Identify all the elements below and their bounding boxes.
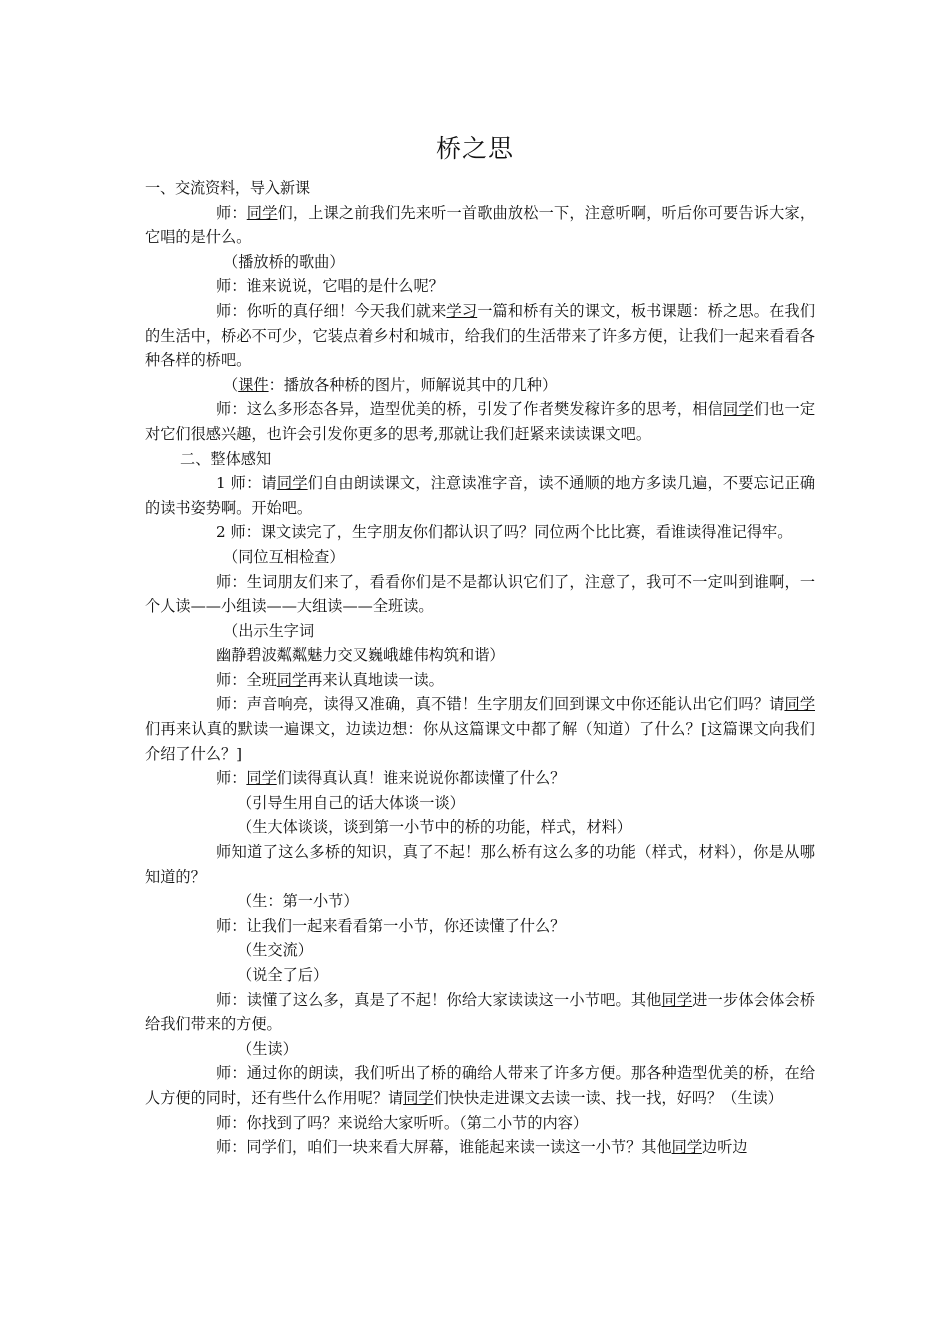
paragraph-text: 师：全班 bbox=[216, 670, 277, 689]
underlined-term: 同学 bbox=[723, 400, 754, 419]
paragraph bbox=[145, 397, 815, 446]
document-body bbox=[145, 176, 815, 1160]
paragraph-text: 们也一定对它们很感兴趣，也许会引发你更多的思考,那就让我们赶紧来读读课文吧。 bbox=[145, 400, 816, 443]
paragraph-text: （生读） bbox=[237, 1039, 298, 1058]
paragraph bbox=[145, 619, 815, 644]
paragraph-text: 师：通过你的朗读，我们听出了桥的确给人带来了许多方便。那各种造型优美的桥，在给人方便的同时，还有些什么作用呢？请 bbox=[145, 1064, 815, 1107]
paragraph bbox=[145, 176, 815, 201]
paragraph bbox=[145, 643, 815, 668]
paragraph-text: 师：同学们，咱们一块来看大屏幕，谁能起来读一读这一小节？其他 bbox=[216, 1138, 672, 1157]
paragraph-text: （生：第一小节） bbox=[237, 892, 359, 911]
paragraph bbox=[145, 766, 815, 791]
paragraph bbox=[145, 299, 815, 373]
underlined-term: 同学 bbox=[246, 203, 278, 222]
paragraph bbox=[145, 815, 815, 840]
paragraph-text: ：播放各种桥的图片，师解说其中的几种） bbox=[268, 375, 558, 394]
paragraph bbox=[145, 471, 815, 520]
paragraph-text: 师：让我们一起来看看第一小节，你还读懂了什么？ bbox=[216, 916, 566, 935]
paragraph-text: 们读得真认真！谁来说说你都读懂了什么？ bbox=[276, 769, 566, 788]
paragraph-text: 二、整体感知 bbox=[180, 449, 272, 468]
paragraph bbox=[145, 1135, 815, 1160]
paragraph bbox=[145, 373, 815, 398]
underlined-term: 同学 bbox=[276, 670, 308, 689]
underlined-term: 课件 bbox=[238, 375, 269, 394]
paragraph-text: （同位互相检查） bbox=[223, 547, 345, 566]
paragraph bbox=[145, 1037, 815, 1062]
paragraph bbox=[145, 963, 815, 988]
paragraph-text: 一篇和桥有关的课文，板书课题：桥之思。在我们的生活中，桥必不可少，它装点着乡村和城市，给我们的生活带来了许多方便，让我们一起来看看各种各样的桥吧。 bbox=[145, 301, 816, 370]
paragraph-text: 们，上课之前我们先来听一首歌曲放松一下，注意听啊，听后你可要告诉大家，它唱的是什么。 bbox=[145, 203, 816, 247]
paragraph-text: 们自由朗读课文，注意读准字音，读不通顺的地方多读几遍，不要忘记正确的读书姿势啊。开始吧。 bbox=[145, 474, 816, 517]
paragraph-text: 1 师：请 bbox=[216, 474, 277, 493]
paragraph-text: 们再来认真的默读一遍课文，边读边想：你从这篇课文中都了解（知道）了什么？[这篇课文向我们介绍了什么？] bbox=[145, 720, 815, 763]
paragraph-text: 师：你听的真仔细！今天我们就来 bbox=[216, 301, 447, 320]
paragraph-text: 进一步体会体会桥给我们带来的方便。 bbox=[145, 990, 816, 1034]
paragraph-text: （说全了后） bbox=[237, 966, 329, 984]
paragraph-text: 师：生词朋友们来了，看看你们是不是都认识它们了，注意了，我可不一定叫到谁啊，一个人读——小组读——大组读——全班读。 bbox=[145, 572, 815, 616]
paragraph bbox=[145, 1061, 815, 1110]
paragraph bbox=[145, 938, 815, 963]
paragraph-text: 师：声音响亮，读得又准确，真不错！生字朋友们回到课文中你还能认出它们吗？请 bbox=[216, 695, 785, 714]
paragraph-text: 一、交流资料，导入新课 bbox=[145, 179, 310, 197]
underlined-term: 同学 bbox=[276, 474, 308, 493]
paragraph-text: 师：读懂了这么多，真是了不起！你给大家读读这一小节吧。其他 bbox=[216, 990, 662, 1009]
paragraph-text: （出示生字词 bbox=[223, 621, 315, 640]
paragraph bbox=[145, 520, 815, 545]
paragraph bbox=[145, 570, 815, 619]
paragraph bbox=[145, 692, 815, 766]
paragraph bbox=[145, 250, 815, 275]
underlined-term: 同学 bbox=[246, 769, 277, 788]
paragraph bbox=[145, 914, 815, 939]
paragraph-text: 师： bbox=[216, 203, 247, 222]
paragraph bbox=[145, 447, 815, 472]
paragraph-text: （生交流） bbox=[237, 941, 313, 960]
paragraph bbox=[145, 889, 815, 914]
underlined-term: 同学 bbox=[784, 695, 816, 714]
paragraph-text: （播放桥的歌曲） bbox=[223, 252, 345, 271]
paragraph-text: 们快快走进课文去读一读、找一找，好吗？（生读） bbox=[433, 1088, 783, 1107]
paragraph-text: 幽静碧波粼粼魅力交叉巍峨雄伟构筑和谐） bbox=[216, 646, 505, 665]
paragraph-text: （引导生用自己的话大体谈一谈） bbox=[237, 793, 465, 812]
paragraph-text: 2 师：课文读完了，生字朋友你们都认识了吗？同位两个比比赛，看谁读得准记得牢。 bbox=[216, 523, 793, 542]
document-title: 桥之思 bbox=[435, 134, 514, 163]
paragraph-text: 再来认真地读一读。 bbox=[307, 670, 444, 689]
paragraph-text: 师：你找到了吗？来说给大家听听。（第二小节的内容） bbox=[216, 1113, 589, 1132]
paragraph bbox=[145, 545, 815, 570]
paragraph bbox=[145, 1111, 815, 1136]
underlined-term: 同学 bbox=[671, 1138, 702, 1157]
paragraph bbox=[145, 988, 815, 1037]
paragraph bbox=[145, 201, 815, 250]
paragraph-text: 师：谁来说说，它唱的是什么呢？ bbox=[216, 277, 444, 296]
paragraph-text: （ bbox=[223, 375, 239, 394]
paragraph bbox=[145, 274, 815, 299]
paragraph-text: 师：这么多形态各异，造型优美的桥，引发了作者樊发稼许多的思考，相信 bbox=[216, 400, 723, 419]
paragraph bbox=[145, 840, 815, 889]
underlined-term: 同学 bbox=[661, 990, 693, 1009]
paragraph bbox=[145, 791, 815, 816]
paragraph-text: 师知道了这么多桥的知识，真了不起！那么桥有这么多的功能（样式，材料），你是从哪知道的？ bbox=[145, 843, 815, 886]
paragraph-text: 边听边 bbox=[702, 1138, 748, 1157]
underlined-term: 同学 bbox=[403, 1088, 434, 1107]
underlined-term: 学习 bbox=[446, 301, 478, 320]
paragraph-text: 师： bbox=[216, 769, 247, 788]
paragraph bbox=[145, 668, 815, 693]
paragraph-text: （生大体谈谈，谈到第一小节中的桥的功能，样式，材料） bbox=[237, 818, 632, 837]
